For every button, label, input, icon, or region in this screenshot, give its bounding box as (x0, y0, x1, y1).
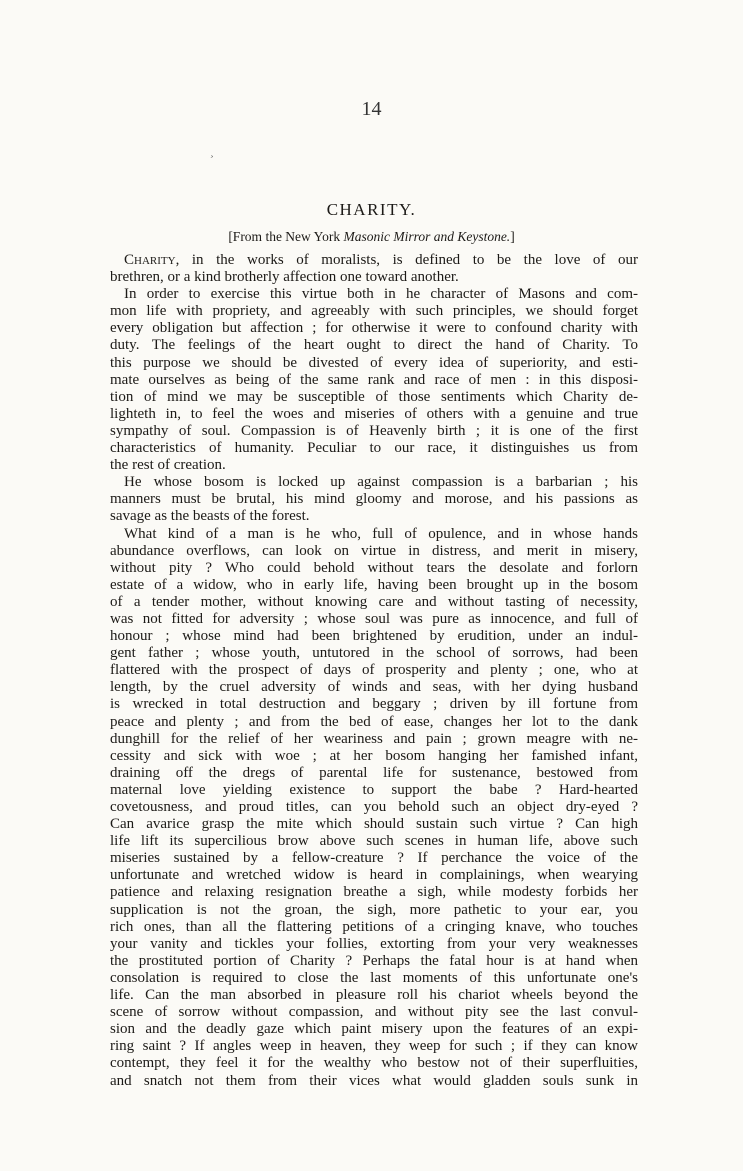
source-prefix: [From the New York (228, 229, 344, 244)
text-line: In order to exercise this virtue both in he character of Masons and com- (124, 286, 638, 303)
article-source (0, 229, 743, 245)
text-line-rest: , in the works of moralists, is defined to be the love of our (175, 252, 638, 268)
paragraph (110, 474, 638, 525)
stray-mark: ¸ (210, 146, 214, 158)
text-line: What kind of a man is he who, full of opulence, and in whose hands (124, 525, 638, 542)
text-line: maternal love yielding existence to support the babe ? Hard-hearted (110, 781, 638, 798)
source-suffix: ] (510, 229, 515, 244)
text-line: abundance overflows, can look on virtue in distress, and merit in misery, (110, 542, 638, 559)
text-line: life. Can the man absorbed in pleasure roll his chariot wheels beyond the (110, 987, 638, 1004)
text-line: without pity ? Who could behold without tears the desolate and forlorn (110, 559, 638, 576)
paragraph (110, 252, 638, 286)
text-line: cessity and sick with woe ; at her bosom hanging her famished infant, (110, 747, 638, 764)
text-line: He whose bosom is locked up against compassion is a barbarian ; his (124, 474, 638, 491)
text-line: flattered with the prospect of days of prosperity and plenty ; one, who at (110, 662, 638, 679)
text-line: the rest of creation. (110, 457, 226, 474)
text-line: life lift its supercilious brow above such scenes in human life, above such (110, 833, 638, 850)
text-line: mon life with propriety, and agreeably with such principles, we should forget (110, 303, 638, 320)
text-line: every obligation but affection ; for otherwise it were to confound charity with (110, 320, 638, 337)
text-line: and snatch not them from their vices what would gladden souls sunk in (110, 1072, 638, 1089)
source-publication: Masonic Mirror and Keystone. (343, 229, 511, 244)
text-line: duty. The feelings of the heart ought to direct the hand of Charity. To (110, 337, 638, 354)
text-line: your vanity and tickles your follies, extorting from your very weaknesses (110, 935, 638, 952)
text-line: brethren, or a kind brotherly affection one toward another. (110, 269, 459, 286)
text-line: Can avarice grasp the mite which should sustain such virtue ? Can high (110, 816, 638, 833)
text-line: sympathy of soul. Compassion is of Heavenly birth ; it is one of the first (110, 422, 638, 439)
text-line: ring saint ? If angles weep in heaven, they weep for such ; if they can know (110, 1038, 638, 1055)
text-line: peace and plenty ; and from the bed of ease, changes her lot to the dank (110, 713, 638, 730)
text-line: of a tender mother, without knowing care and without tasting of necessity, (110, 593, 638, 610)
text-line: characteristics of humanity. Peculiar to our race, it distinguishes us from (110, 440, 638, 457)
text-line: contempt, they feel it for the wealthy who bestow not of their superfluities, (110, 1055, 638, 1072)
paragraph (110, 286, 638, 474)
text-line: rich ones, than all the flattering petitions of a cringing knave, who touches (110, 918, 638, 935)
text-line: honour ; whose mind had been brightened by erudition, under an indul- (110, 628, 638, 645)
text-line: lighteth in, to feel the woes and miseries of others with a genuine and true (110, 405, 638, 422)
text-line: estate of a widow, who in early life, having been brought up in the bosom (110, 576, 638, 593)
text-line: mate ourselves as being of the same rank and race of men : in this disposi- (110, 371, 638, 388)
text-line: sion and the deadly gaze which paint misery upon the features of an expi- (110, 1021, 638, 1038)
text-line: was not fitted for adversity ; whose soul was pure as innocence, and full of (110, 610, 638, 627)
text-line: manners must be brutal, his mind gloomy and morose, and his passions as (110, 491, 638, 508)
text-line: dunghill for the relief of her weariness and pain ; grown meagre with ne- (110, 730, 638, 747)
text-line: draining off the dregs of parental life for sustenance, bestowed from (110, 764, 638, 781)
text-line: miseries sustained by a fellow-creature ? If perchance the voice of the (110, 850, 638, 867)
article-title: CHARITY. (326, 200, 417, 219)
text-line (110, 252, 638, 269)
text-line: scene of sorrow without compassion, and without pity see the last convul- (110, 1004, 638, 1021)
text-line: covetousness, and proud titles, can you behold such an object dry-eyed ? (110, 799, 638, 815)
text-line: supplication is not the groan, the sigh, more pathetic to your ear, you (110, 901, 638, 918)
text-line: gent father ; whose youth, untutored in the school of sorrows, had been (110, 645, 638, 662)
text-line: consolation is required to close the last moments of this unfortunate one's (110, 969, 638, 986)
paragraph (110, 526, 638, 1090)
text-line: tion of mind we may be susceptible of those sentiments which Charity de- (110, 388, 638, 405)
lead-word: Charity (124, 252, 176, 268)
text-line: unfortunate and wretched widow is heard in complainings, when wearying (110, 867, 638, 884)
text-line: patience and relaxing resignation breathe a sigh, while modesty forbids her (110, 884, 638, 901)
text-line: is wrecked in total destruction and beggary ; driven by ill fortune from (110, 696, 638, 713)
article-body (110, 252, 638, 1090)
text-line: savage as the beasts of the forest. (110, 508, 310, 525)
text-line: length, by the cruel adversity of winds and seas, with her dying husband (110, 679, 638, 696)
page-number: 14 (361, 98, 382, 120)
text-line: this purpose we should be divested of every idea of superiority, and esti- (110, 354, 638, 371)
text-line: the prostituted portion of Charity ? Perhaps the fatal hour is at hand when (110, 952, 638, 969)
